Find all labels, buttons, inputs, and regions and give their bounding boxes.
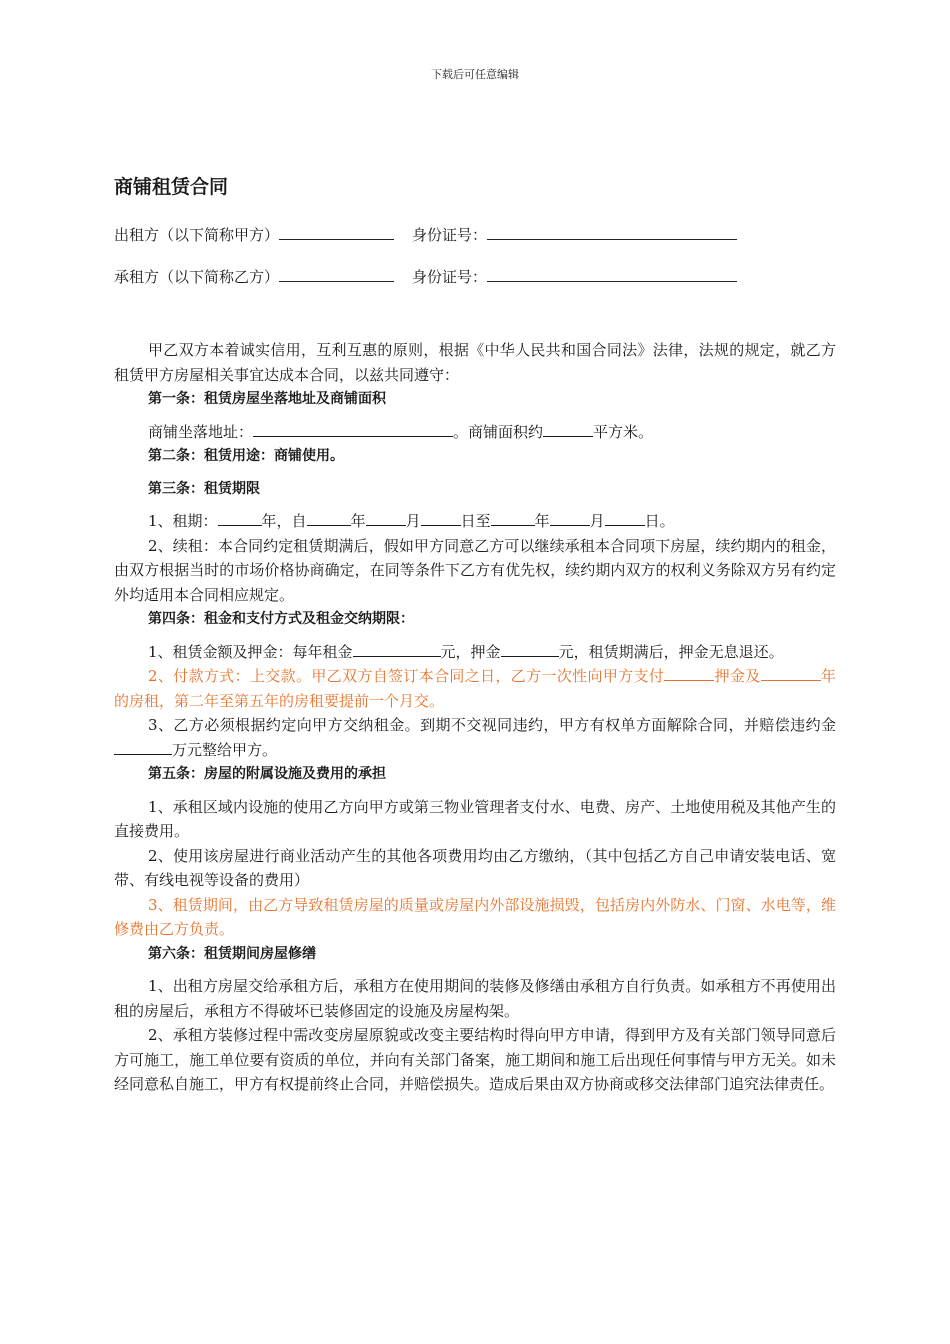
document-title: 商铺租赁合同	[114, 176, 229, 198]
penalty-paragraph	[114, 713, 836, 762]
term-years-blank	[218, 511, 262, 526]
lessor-label: 出租方（以下简称甲方）	[114, 226, 280, 244]
article-2-title: 第二条：租赁用途：商铺使用。	[148, 448, 344, 464]
start-day-blank	[421, 511, 461, 526]
lessor-name-blank	[279, 224, 394, 240]
rent-label: 1、租赁金额及押金：每年租金	[148, 642, 353, 661]
term-label: 1、租期：	[148, 512, 218, 530]
page-header-note: 下载后可任意编辑	[431, 68, 519, 81]
annual-rent-blank	[353, 642, 441, 657]
deposit-label: 元，押金	[440, 642, 501, 661]
article-1-title: 第一条：租赁房屋坐落地址及商铺面积	[148, 391, 386, 407]
lessor-line	[114, 224, 836, 246]
term-text: 月	[405, 512, 421, 530]
lessor-id-label: 身份证号：	[412, 226, 488, 244]
shop-area-label: 。商铺面积约	[453, 422, 544, 441]
repair-paragraph-1: 1、出租方房屋交给承租方后，承租方在使用期间的装修及修缮由承租方自行负责。如承租方不再使用出租的房屋后，承租方不得破坏已装修固定的设施及房屋构架。	[114, 977, 836, 1020]
renewal-paragraph: 2、续租：本合同约定租赁期满后，假如甲方同意乙方可以继续承租本合同项下房屋，续约期内的租金，由双方根据当时的市场价格协商确定，在同等条件下乙方有优先权，续约期内双方的权利义务除双方另有约定外均适用本合同相应规定。	[114, 536, 836, 604]
deposit-note: 元，租赁期满后，押金无息退还。	[558, 642, 784, 661]
article-6-title: 第六条：租赁期间房屋修缮	[148, 945, 316, 962]
rent-deposit-paragraph	[114, 640, 836, 665]
article-3-title: 第三条：租赁期限	[148, 480, 260, 497]
repair-paragraph-2: 2、承租方装修过程中需改变房屋原貌或改变主要结构时得向甲方申请，得到甲方及有关部门领导同意后方可施工，施工单位要有资质的单位，并向有关部门备案，施工期间和施工后出现任何事情与甲方无关。如未经同意私自施工，甲方有权提前终止合同，并赔偿损失。造成后果由双方协商或移交法律部门追究法律责任。	[114, 1026, 836, 1093]
intro-paragraph: 甲乙双方本着诚实信用，互利互惠的原则，根据《中华人民共和国合同法》法律，法规的规定，就乙方租赁甲方房屋相关事宜达成本合同，以兹共同遵守：	[114, 341, 836, 384]
shop-address-blank	[253, 422, 453, 437]
payment-text: 2、付款方式：上交款。甲乙双方自签订本合同之日，乙方一次性向甲方支付	[148, 667, 665, 685]
lessor-id-blank	[487, 224, 737, 240]
payment-years-blank	[761, 666, 821, 681]
term-text: 年	[350, 512, 366, 530]
payment-method-paragraph	[114, 664, 836, 713]
shop-address-label: 商铺坐落地址：	[148, 422, 254, 441]
shop-area-unit: 平方米。	[593, 422, 654, 441]
start-year-blank	[307, 511, 351, 526]
deposit-blank	[501, 642, 559, 657]
payment-text: 年的房租，第二年至第五年的房租要提前一个月交。	[114, 667, 836, 710]
facilities-paragraph-2: 2、使用该房屋进行商业活动产生的其他各项费用均由乙方缴纳，（其中包括乙方自己申请安装电话、宽带、有线电视等设备的费用）	[114, 846, 836, 889]
shop-address-line	[114, 420, 836, 445]
term-text: 年，自	[261, 512, 307, 530]
term-text: 月	[589, 512, 605, 530]
shop-area-blank	[543, 422, 593, 437]
facilities-paragraph-1: 1、承租区域内设施的使用乙方向甲方或第三物业管理者支付水、电费、房产、土地使用税及其他产生的直接费用。	[114, 797, 836, 840]
lessee-label: 承租方（以下简称乙方）	[114, 268, 280, 286]
lease-term-line	[114, 509, 836, 534]
penalty-amount-blank	[114, 740, 172, 755]
term-text: 日至	[460, 512, 491, 530]
lessee-name-blank	[279, 266, 394, 282]
lessee-id-label: 身份证号：	[412, 268, 488, 286]
payment-deposit-blank	[664, 666, 714, 681]
lessee-id-blank	[487, 266, 737, 282]
payment-text: 押金及	[714, 667, 761, 685]
end-day-blank	[605, 511, 645, 526]
contract-body	[114, 170, 836, 1097]
lessee-line	[114, 266, 836, 288]
start-month-blank	[366, 511, 406, 526]
facilities-paragraph-3: 3、租赁期间，由乙方导致租赁房屋的质量或房屋内外部设施损毁，包括房内外防水、门窗、水电等，维修费由乙方负责。	[114, 895, 836, 938]
article-5-title: 第五条：房屋的附属设施及费用的承担	[148, 766, 386, 782]
end-month-blank	[550, 511, 590, 526]
term-text: 年	[534, 512, 550, 530]
end-year-blank	[491, 511, 535, 526]
article-4-title: 第四条：租金和支付方式及租金交纳期限：	[148, 611, 414, 627]
penalty-text: 3、乙方必须根据约定向甲方交纳租金。到期不交视同违约，甲方有权单方面解除合同，并赔偿违约金	[148, 716, 836, 734]
term-text: 日。	[644, 512, 675, 530]
penalty-text: 万元整给甲方。	[172, 740, 278, 759]
